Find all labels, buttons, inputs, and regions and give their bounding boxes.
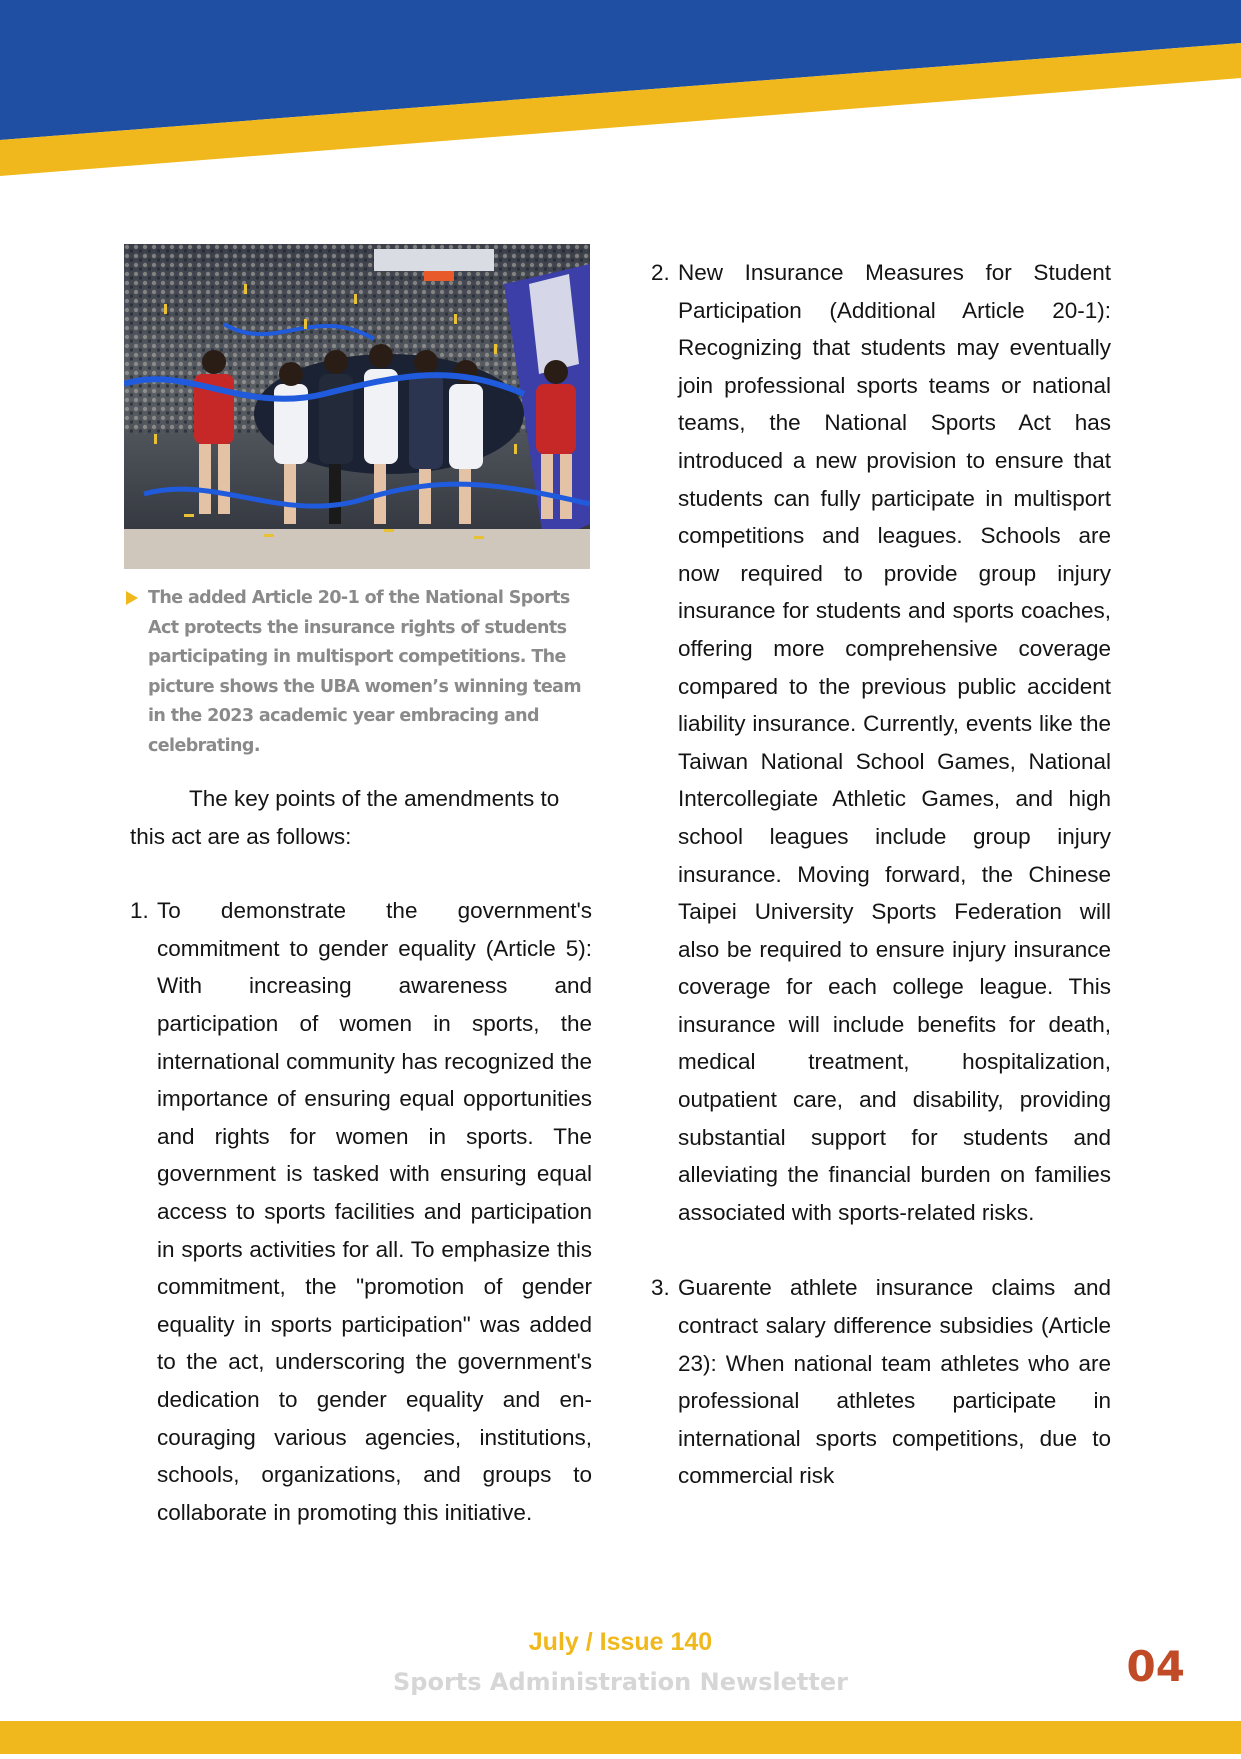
footer-bar bbox=[0, 1721, 1241, 1754]
list-item-text: To demonstrate the government's commitment to gender equality (Article 5): With increasing awareness and participation of women in sports, the international community has recognized the importance of ensuring equal opportunities and rights for women in sports. The government is tasked with ensuring equal access to sports facilities and participation in sports activities for all. To emphasize this commitment, the "promotion of gender equality in sports participation" was added to the act, underscoring the government's dedication to gender equality and encouraging various agencies, institutions, schools, organizations, and groups to collaborate in promoting this initiative. bbox=[157, 898, 592, 1525]
list-item-number: 1. bbox=[130, 898, 149, 924]
page-number: 04 bbox=[1126, 1642, 1185, 1691]
list-item bbox=[130, 892, 592, 1531]
list-item-number: 2. bbox=[651, 260, 670, 285]
caption-text: The added Article 20-1 of the National Sports Act protects the insurance rights of students participating in multisport competitions. The picture shows the UBA women’s winning team in the 2023 academic year embracing and celebrating. bbox=[148, 588, 582, 756]
issue-label: July / Issue 140 bbox=[528, 1628, 713, 1656]
left-column bbox=[130, 780, 592, 1569]
celebration-photo bbox=[124, 244, 590, 569]
right-column bbox=[651, 254, 1111, 1533]
list-item bbox=[651, 254, 1111, 1231]
list-item-number: 3. bbox=[651, 1275, 670, 1301]
intro-paragraph: The key points of the amendments to this act are as follows: bbox=[130, 786, 560, 849]
header-banner bbox=[0, 0, 1241, 180]
triangle-bullet-icon bbox=[126, 591, 138, 605]
list-item-text: Guarente athlete insurance claims and contract salary difference subsidies (Article 23): When national team athletes who are professional athletes participate in international sports competitions, due to commercial risk bbox=[678, 1275, 1111, 1489]
list-item-text: New Insurance Measures for Student Participation (Additional Article 20-1): Recognizing that students may eventually join professional sports teams or national teams, the National Sports Act has introduced a new provision to ensure that students can fully participate in multisport competitions and leagues. Schools are now required to provide group injury insurance for students and sports coaches, offering more comprehensive coverage compared to the previous public accident liability insurance. Currently, events like the Taiwan National School Games, National Intercollegiate Athletic Games, and high school leagues include group injury insurance. Moving forward, the Chinese Taipei University Sports Federation will also be required to ensure injury insurance coverage for each college league. This insurance will include benefits for death, medical treatment, hospitalization, outpatient care, and disability, providing substantial support for students and alleviating the financial burden on families associated with sports-related risks. bbox=[678, 260, 1111, 1225]
photo-caption bbox=[124, 584, 590, 761]
list-item bbox=[651, 1269, 1111, 1495]
publication-name: Sports Administration Newsletter bbox=[392, 1668, 848, 1696]
